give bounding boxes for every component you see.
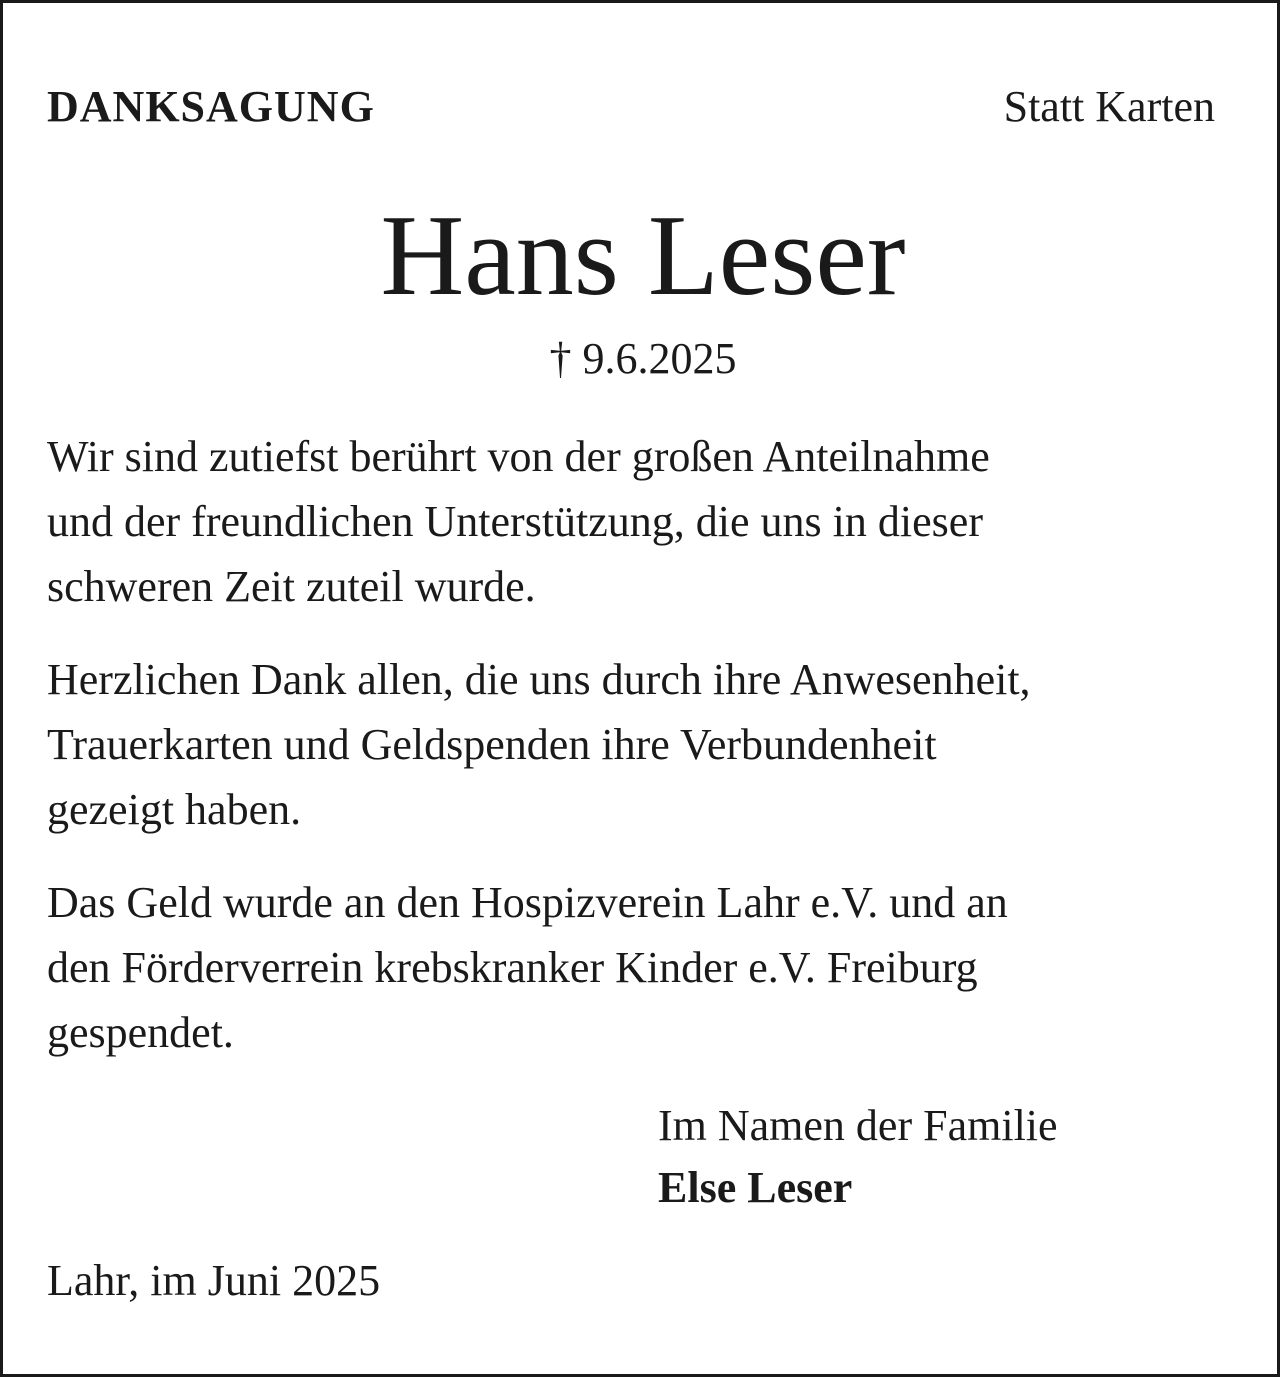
paragraph-line: Trauerkarten und Geldspenden ihre Verbundenheit [47,720,937,769]
paragraph-line: Wir sind zutiefst berührt von der großen Anteilnahme [47,432,990,481]
signature-block [658,1095,1058,1219]
place-date: Lahr, im Juni 2025 [47,1256,381,1305]
paragraph-line: gezeigt haben. [47,785,302,834]
heading-statt-karten: Statt Karten [1003,82,1215,131]
paragraph-thanks-all [47,647,1257,842]
paragraph-thanks-sympathy [47,424,1257,619]
paragraph-donations [47,870,1257,1065]
paragraph-line: und der freundlichen Unterstützung, die uns in dieser [47,497,983,546]
paragraph-line: gespendet. [47,1008,234,1057]
signer-name: Else Leser [658,1163,853,1212]
paragraph-line: schweren Zeit zuteil wurde. [47,562,536,611]
heading-danksagung: DANKSAGUNG [47,82,375,131]
signature-intro: Im Namen der Familie [658,1101,1058,1150]
deceased-name: Hans Leser [380,192,906,320]
death-date: † 9.6.2025 [549,334,737,383]
paragraph-line: Herzlichen Dank allen, die uns durch ihre Anwesenheit, [47,655,1031,704]
paragraph-line: Das Geld wurde an den Hospizverein Lahr e.V. und an [47,878,1008,927]
paragraph-line: den Förderverrein krebskranker Kinder e.V. Freiburg [47,943,978,992]
